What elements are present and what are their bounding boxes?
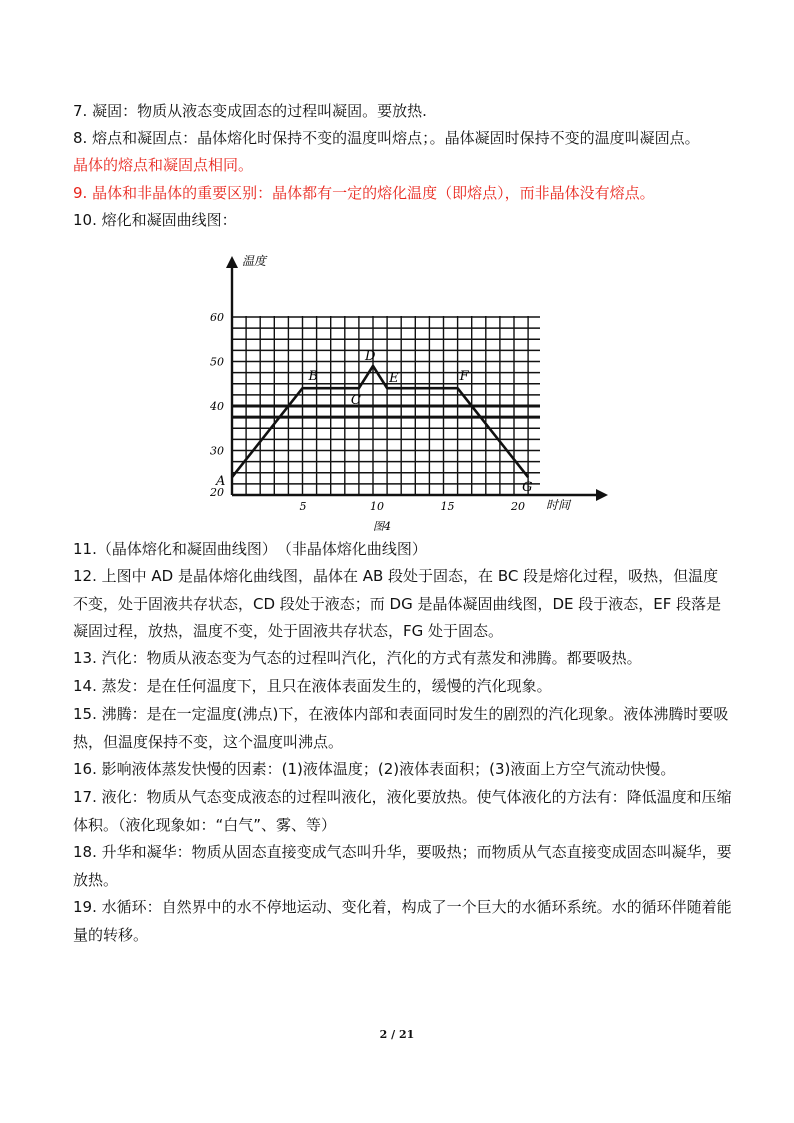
curve-line	[232, 366, 528, 477]
point-label: A	[216, 474, 226, 490]
paragraph-10: 10. 熔化和凝固曲线图：	[73, 211, 237, 229]
paragraph-15: 15. 沸腾：是在一定温度(沸点)下，在液体内部和表面同时发生的剧烈的汽化现象。液体沸腾时要吸热，但温度保持不变，这个温度叫沸点。	[73, 705, 729, 751]
point-label: F	[459, 369, 469, 385]
paragraph-11: 11.（晶体熔化和凝固曲线图） （非晶体熔化曲线图）	[73, 540, 427, 558]
x-axis-label: 时间	[546, 498, 571, 512]
paragraph-8: 8. 熔点和凝固点：晶体熔化时保持不变的温度叫熔点；。晶体凝固时保持不变的温度叫凝固点。	[73, 129, 700, 147]
y-axis-label: 温度	[242, 254, 267, 268]
paragraph-7: 7. 凝固：物质从液态变成固态的过程叫凝固。要放热.	[73, 102, 427, 120]
point-label: B	[308, 369, 319, 385]
x-tick-label: 5	[299, 500, 307, 513]
x-tick-label: 15	[440, 500, 455, 513]
x-tick-label: 20	[511, 500, 525, 513]
page-number: 2 / 21	[379, 1028, 415, 1041]
chart-axes	[226, 256, 608, 501]
paragraph-12: 12. 上图中 AD 是晶体熔化曲线图，晶体在 AB 段处于固态，在 BC 段是熔化过程，吸热，但温度不变，处于固液共存状态，CD 段处于液态；而 DG 是晶体凝固曲线图，DE 段于液态，EF 段落是凝固过程，放热，温度不变，处于固液共存状态，FG 处于固态。	[73, 567, 722, 640]
paragraph-9: 9. 晶体和非晶体的重要区别：晶体都有一定的熔化温度（即熔点），而非晶体没有熔点。	[73, 184, 655, 202]
paragraph-18: 18. 升华和凝华：物质从固态直接变成气态叫升华，要吸热；而物质从气态直接变成固态叫凝华，要放热。	[73, 843, 732, 889]
paragraph-16: 16. 影响液体蒸发快慢的因素：(1)液体温度；(2)液体表面积；(3)液面上方空气流动快慢。	[73, 760, 676, 778]
y-tick-label: 50	[210, 355, 224, 369]
paragraph-13: 13. 汽化：物质从液态变为气态的过程叫汽化，汽化的方式有蒸发和沸腾。都要吸热。	[73, 649, 642, 667]
x-tick-label: 10	[370, 500, 384, 513]
figure-caption: 图4	[373, 520, 391, 533]
chart-curve	[232, 366, 528, 477]
paragraph-19: 19. 水循环：自然界中的水不停地运动、变化着，构成了一个巨大的水循环系统。水的循环伴随着能量的转移。	[73, 898, 732, 944]
melting-curve-chart	[210, 246, 610, 536]
x-axis-arrow	[596, 489, 608, 501]
chart-grid	[232, 316, 540, 495]
point-label: D	[365, 348, 376, 364]
paragraph-14: 14. 蒸发：是在任何温度下，且只在液体表面发生的，缓慢的汽化现象。	[73, 677, 552, 695]
paragraph-8-note: 晶体的熔点和凝固点相同。	[73, 156, 254, 174]
y-axis-arrow	[226, 256, 238, 268]
y-tick-label: 60	[210, 311, 224, 324]
y-tick-label: 30	[210, 444, 224, 458]
y-tick-label: 20	[210, 486, 224, 499]
paragraph-17: 17. 液化：物质从气态变成液态的过程叫液化，液化要放热。使气体液化的方法有：降低温度和压缩体积。（液化现象如：“白气”、雾、等）	[73, 788, 732, 834]
point-label: E	[389, 371, 399, 387]
point-label: C	[350, 393, 361, 409]
point-label: G	[522, 480, 533, 496]
y-tick-label: 40	[210, 400, 224, 413]
